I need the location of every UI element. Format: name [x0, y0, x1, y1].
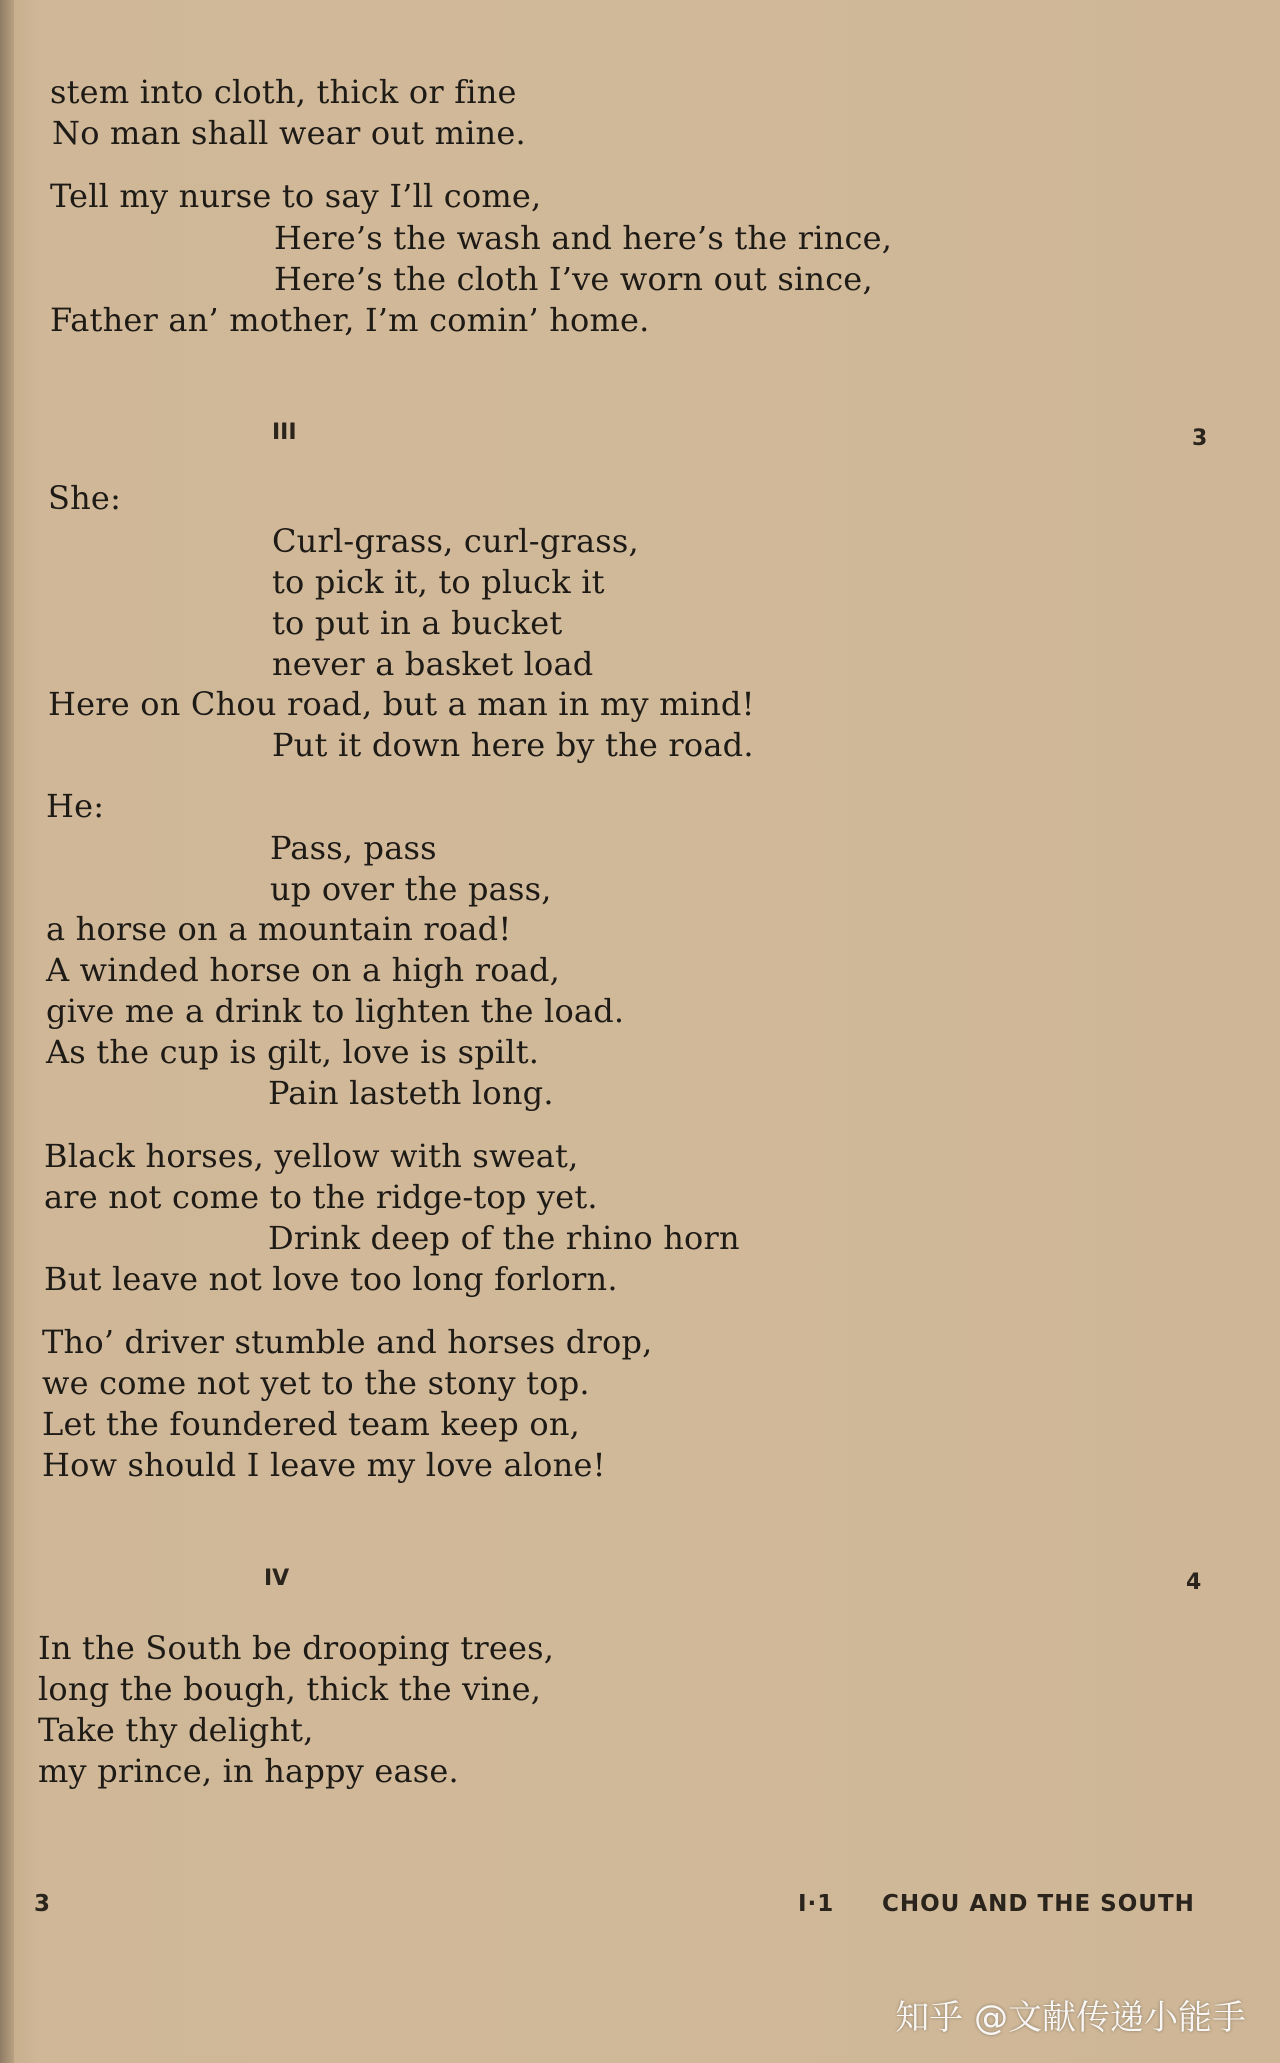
poem-line: to put in a bucket [272, 604, 563, 642]
poem-line: Take thy delight, [38, 1711, 314, 1749]
section-label-iv: IV [264, 1566, 290, 1591]
poem-line: Here on Chou road, but a man in my mind! [48, 685, 755, 723]
poem-line: In the South be drooping trees, [38, 1629, 555, 1667]
poem-line: A winded horse on a high road, [46, 951, 560, 989]
poem-line: Here’s the wash and here’s the rince, [274, 219, 893, 257]
poem-line: stem into cloth, thick or fine [50, 73, 517, 111]
poem-line: Black horses, yellow with sweat, [44, 1137, 579, 1175]
poem-line: Curl-grass, curl-grass, [272, 522, 639, 560]
poem-line: Father an’ mother, I’m comin’ home. [50, 301, 650, 339]
poem-line: never a basket load [272, 645, 594, 683]
poem-line: to pick it, to pluck it [272, 563, 605, 601]
ode-number: 4 [1186, 1570, 1202, 1595]
running-title: CHOU AND THE SOUTH [882, 1891, 1195, 1917]
poem-line: a horse on a mountain road! [46, 910, 512, 948]
poem-line: up over the pass, [270, 870, 552, 908]
poem-line: Pain lasteth long. [268, 1074, 554, 1112]
poem-line: Drink deep of the rhino horn [268, 1219, 740, 1257]
book-section-number: I·1 [798, 1891, 835, 1917]
poem-line: No man shall wear out mine. [52, 114, 526, 152]
poem-line: How should I leave my love alone! [42, 1446, 606, 1484]
poem-line: long the bough, thick the vine, [38, 1670, 542, 1708]
poem-line: Tho’ driver stumble and horses drop, [42, 1323, 653, 1361]
poem-line: Let the foundered team keep on, [42, 1405, 580, 1443]
watermark: 知乎 @文献传递小能手 [895, 1998, 1246, 2038]
poem-line: Put it down here by the road. [272, 726, 754, 764]
poem-line: Tell my nurse to say I’ll come, [50, 177, 542, 215]
poem-line: we come not yet to the stony top. [42, 1364, 590, 1402]
poem-line: Pass, pass [270, 829, 437, 867]
poem-line: Here’s the cloth I’ve worn out since, [274, 260, 873, 298]
poem-line: As the cup is gilt, love is spilt. [46, 1033, 540, 1071]
speaker-label: She: [48, 479, 122, 517]
poem-line: But leave not love too long forlorn. [44, 1260, 618, 1298]
section-label-iii: III [272, 420, 297, 445]
speaker-label: He: [46, 787, 105, 825]
ode-number: 3 [1192, 426, 1208, 451]
poem-line: are not come to the ridge-top yet. [44, 1178, 598, 1216]
poem-line: give me a drink to lighten the load. [46, 992, 625, 1030]
poem-line: my prince, in happy ease. [38, 1752, 459, 1790]
book-spine-shadow [0, 0, 14, 2063]
page-number: 3 [34, 1891, 52, 1917]
